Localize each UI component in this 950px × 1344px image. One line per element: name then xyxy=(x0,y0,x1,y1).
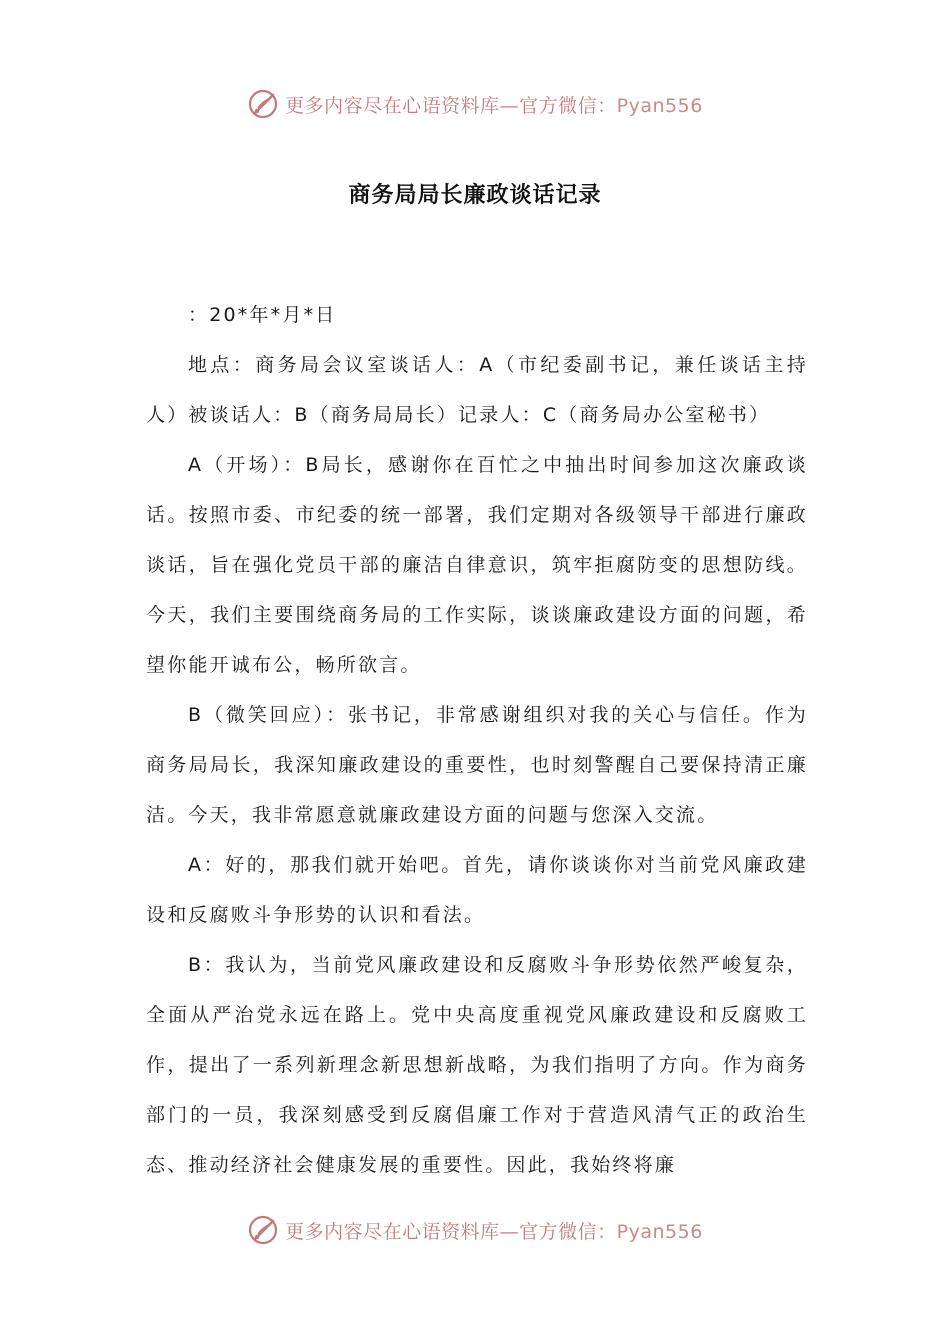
date-line: ：20*年*月*日 xyxy=(188,304,337,326)
pen-logo-icon xyxy=(247,1213,281,1247)
footer-watermark-banner xyxy=(0,1208,950,1252)
meeting-info-paragraph: 地点：商务局会议室谈话人：A（市纪委副书记，兼任谈话主持人）被谈话人：B（商务局局长）记录人：C（商务局办公室秘书） xyxy=(146,354,808,426)
banner-text: 更多内容尽在心语资料库—官方微信：Pyan556 xyxy=(285,94,703,117)
dialogue-paragraph: B：我认为，当前党风廉政建设和反腐败斗争形势依然严峻复杂，全面从严治党永远在路上。党中央高度重视党风廉政建设和反腐败工作，提出了一系列新理念新思想新战略，为我们指明了方向。作为商务部门的一员，我深刻感受到反腐倡廉工作对于营造风清气正的政治生态、推动经济社会健康发展的重要性。因此，我始终将廉 xyxy=(146,954,808,1176)
document-title: 商务局局长廉政谈话记录 xyxy=(348,183,602,208)
wechat-handle: Pyan556 xyxy=(616,94,703,117)
pen-logo-icon xyxy=(247,87,281,121)
dialogue-paragraph: A：好的，那我们就开始吧。首先，请你谈谈你对当前党风廉政建设和反腐败斗争形势的认识和看法。 xyxy=(146,854,808,926)
dialogue-paragraph: B（微笑回应）：张书记，非常感谢组织对我的关心与信任。作为商务局局长，我深知廉政建设的重要性，也时刻警醒自己要保持清正廉洁。今天，我非常愿意就廉政建设方面的问题与您深入交流。 xyxy=(146,704,808,826)
header-watermark-banner xyxy=(0,82,950,126)
dialogue-paragraph: A（开场）：B局长，感谢你在百忙之中抽出时间参加这次廉政谈话。按照市委、市纪委的统一部署，我们定期对各级领导干部进行廉政谈话，旨在强化党员干部的廉洁自律意识，筑牢拒腐防变的思想防线。今天，我们主要围绕商务局的工作实际，谈谈廉政建设方面的问题，希望你能开诚布公，畅所欲言。 xyxy=(146,454,808,676)
banner-text: 更多内容尽在心语资料库—官方微信：Pyan556 xyxy=(285,1220,703,1243)
document-body xyxy=(146,290,808,1190)
wechat-handle: Pyan556 xyxy=(616,1220,703,1243)
